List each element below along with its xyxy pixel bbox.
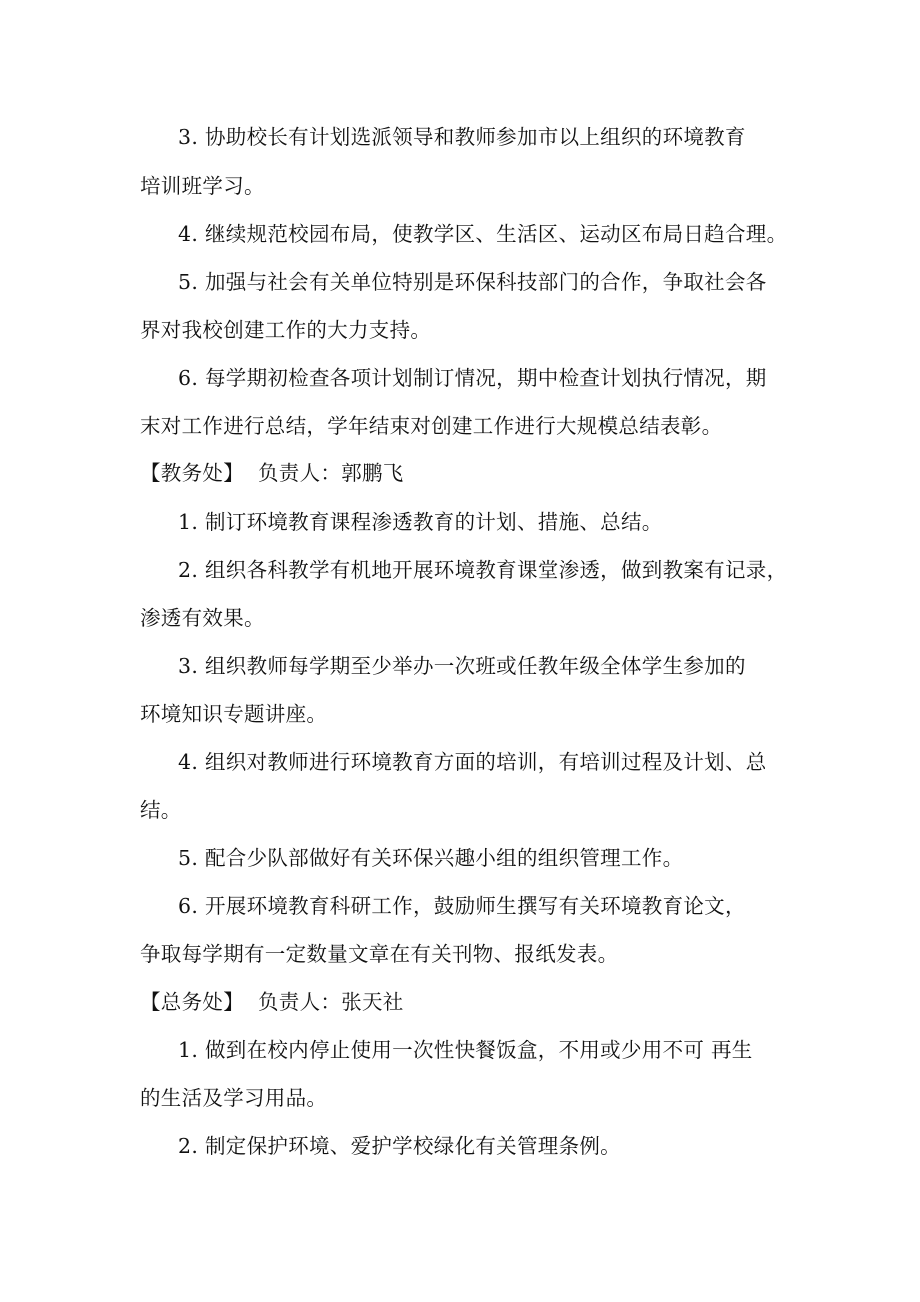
paragraph-principal-item-3-line-1: 3. 协助校长有计划选派领导和教师参加市以上组织的环境教育: [178, 125, 746, 149]
section-heading-general-affairs: [140, 988, 404, 1016]
section-title-academic-affairs: 【教务处】: [140, 461, 244, 485]
paragraph-academic-item-3-line-2: 环境知识专题讲座。: [140, 702, 328, 726]
paragraph-academic-item-6-line-2: 争取每学期有一定数量文章在有关刊物、报纸发表。: [140, 942, 619, 966]
paragraph-academic-item-4-line-1: 4. 组织对教师进行环境教育方面的培训，有培训过程及计划、总: [178, 750, 767, 774]
paragraph-principal-item-5-line-2: 界对我校创建工作的大力支持。: [140, 318, 432, 342]
paragraph-academic-item-2-line-2: 渗透有效果。: [140, 606, 265, 630]
paragraph-general-item-1-line-1: 1. 做到在校内停止使用一次性快餐饭盒，不用或少用不可 再生: [178, 1038, 753, 1062]
paragraph-principal-item-6-line-2: 末对工作进行总结，学年结束对创建工作进行大规模总结表彰。: [140, 414, 723, 438]
paragraph-academic-item-2-line-1: 2. 组织各科教学有机地开展环境教育课堂渗透，做到教案有记录，: [178, 558, 788, 582]
paragraph-general-item-2: 2. 制定保护环境、爱护学校绿化有关管理条例。: [178, 1134, 621, 1158]
paragraph-academic-item-3-line-1: 3. 组织教师每学期至少举办一次班或任教年级全体学生参加的: [178, 654, 746, 678]
paragraph-academic-item-1: 1. 制订环境教育课程渗透教育的计划、措施、总结。: [178, 510, 663, 534]
paragraph-academic-item-4-line-2: 结。: [140, 798, 182, 822]
responsible-person-academic-affairs: 负责人：郭鹏飞: [258, 461, 404, 485]
section-heading-academic-affairs: [140, 459, 404, 487]
section-title-general-affairs: 【总务处】: [140, 990, 244, 1014]
responsible-person-general-affairs: 负责人：张天社: [258, 990, 404, 1014]
paragraph-principal-item-4: 4. 继续规范校园布局，使教学区、生活区、运动区布局日趋合理。: [178, 222, 788, 246]
paragraph-principal-item-6-line-1: 6. 每学期初检查各项计划制订情况，期中检查计划执行情况，期: [178, 366, 767, 390]
paragraph-academic-item-5: 5. 配合少队部做好有关环保兴趣小组的组织管理工作。: [178, 846, 684, 870]
paragraph-general-item-1-line-2: 的生活及学习用品。: [140, 1086, 328, 1110]
paragraph-principal-item-5-line-1: 5. 加强与社会有关单位特别是环保科技部门的合作，争取社会各: [178, 270, 767, 294]
paragraph-academic-item-6-line-1: 6. 开展环境教育科研工作，鼓励师生撰写有关环境教育论文，: [178, 894, 746, 918]
paragraph-principal-item-3-line-2: 培训班学习。: [140, 174, 265, 198]
